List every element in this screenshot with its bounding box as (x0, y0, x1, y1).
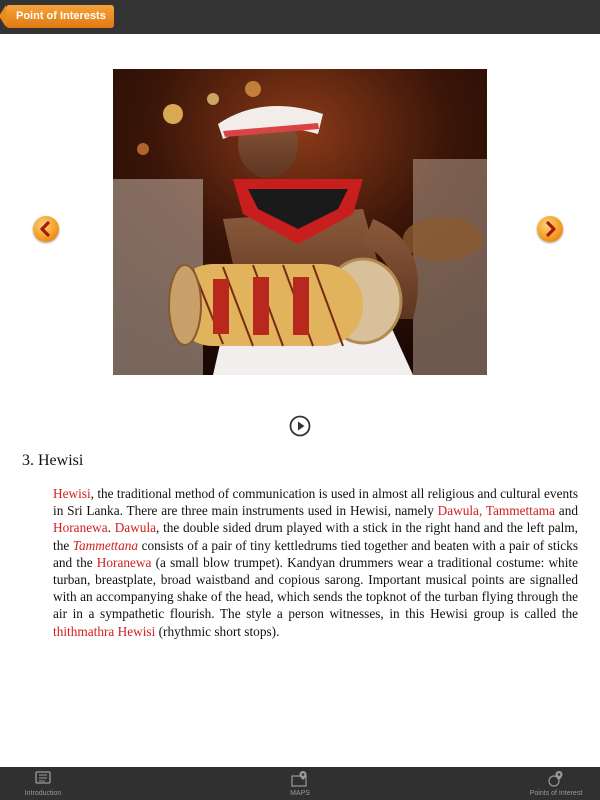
play-audio-button[interactable] (289, 415, 311, 437)
text-segment: (a small blow trumpet). Kandyan drummers wear a traditional costume: white turban, breastplate, broad waistband and copious sarong. Important musical points are signalled with an accompanying shake of the head, which sends the topknot of the turban flying through the air in a sympathetic flourish. The style a person witnesses, in this Hewisi group is called the (53, 554, 578, 622)
top-bar (0, 0, 600, 34)
back-button[interactable]: Point of Interests (6, 5, 114, 28)
text-segment: (rhythmic short stops). (155, 623, 280, 639)
tab-label: Introduction (24, 790, 62, 797)
tab-introduction[interactable] (10, 767, 76, 800)
chevron-left-icon (33, 216, 59, 242)
term-hewisi: Hewisi (53, 486, 91, 501)
tab-label: Points of Interest (529, 790, 583, 797)
bottom-tab-bar (0, 767, 600, 800)
term-thithmathra-hewisi: thithmathra Hewisi (53, 623, 156, 639)
tab-maps[interactable] (268, 767, 332, 800)
tab-points-of-interest[interactable] (522, 767, 590, 800)
description-text (53, 485, 578, 640)
term-dawula: Dawula (114, 520, 157, 536)
term-horanewa: Horanewa (53, 520, 108, 536)
next-button[interactable] (537, 216, 563, 242)
play-icon (289, 415, 311, 437)
location-pin-icon (547, 770, 565, 788)
text-segment: and (555, 503, 578, 519)
previous-button[interactable] (33, 216, 59, 242)
term-horanewa-2: Horanewa (96, 554, 152, 570)
section-heading: 3. Hewisi (22, 452, 84, 469)
text-segment: , the traditional method of communication is used in almost all religious and cultural events in Sri Lanka. There are three main instruments used in Hewisi, namely (53, 486, 578, 519)
term-tammettana: Tammettana (72, 537, 139, 553)
text-segment: consists of a pair of tiny kettledrums tied together and beaten with a pair of sticks and the (53, 537, 578, 570)
tab-label: MAPS (290, 790, 310, 797)
book-icon (34, 770, 52, 786)
term-dawula-tammettama: Dawula, Tammettama (437, 503, 556, 519)
text-segment: , the double sided drum played with a stick in the right hand and the left palm, the (53, 520, 578, 553)
chevron-right-icon (537, 216, 563, 242)
hewisi-photo (113, 69, 487, 375)
text-segment: . (107, 520, 115, 536)
map-pin-icon (291, 770, 309, 788)
